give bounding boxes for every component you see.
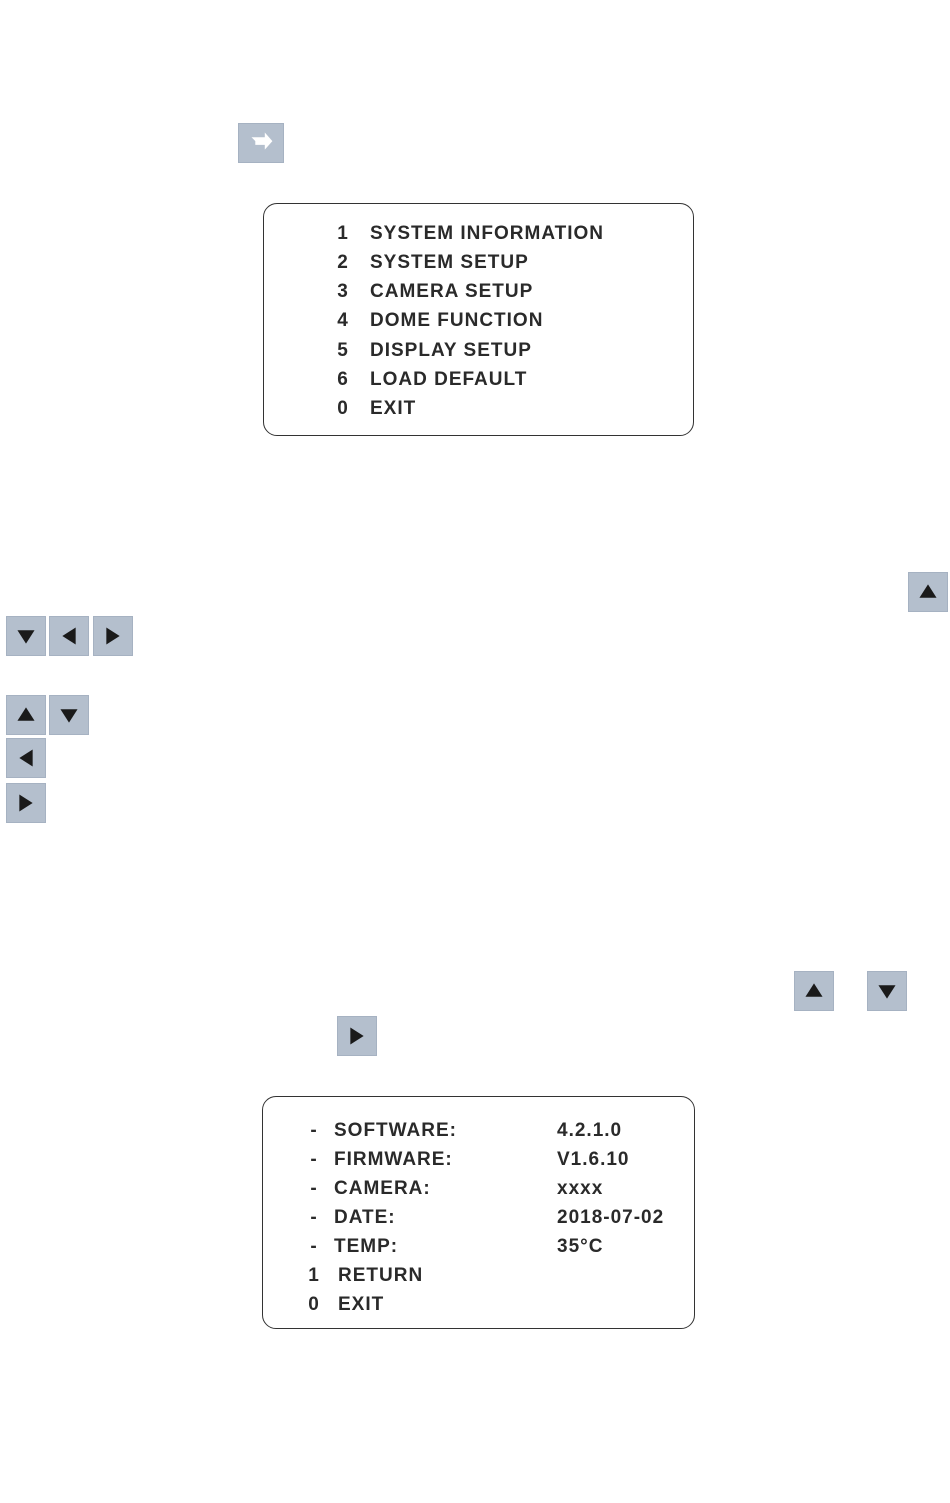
info-row-value: 2018-07-02 xyxy=(557,1207,665,1228)
down-key[interactable] xyxy=(867,971,907,1011)
up-arrow-icon xyxy=(909,573,947,611)
info-row-value: xxxx xyxy=(557,1178,604,1199)
menu-item-label: DISPLAY SETUP xyxy=(370,340,532,361)
right-key[interactable] xyxy=(93,616,133,656)
info-row-value: V1.6.10 xyxy=(557,1149,630,1170)
right-key[interactable] xyxy=(6,783,46,823)
menu-item-number: 2 xyxy=(337,252,349,273)
up-key[interactable] xyxy=(794,971,834,1011)
info-row-label: SOFTWARE: xyxy=(334,1120,457,1141)
left-key[interactable] xyxy=(49,616,89,656)
menu-item-label: CAMERA SETUP xyxy=(370,281,534,302)
info-row-dash: - xyxy=(310,1207,318,1228)
right-key[interactable] xyxy=(337,1016,377,1056)
info-action-label: EXIT xyxy=(338,1294,385,1315)
info-row-label: CAMERA: xyxy=(334,1178,431,1199)
menu-item-number: 1 xyxy=(337,223,349,244)
info-row-label: DATE: xyxy=(334,1207,396,1228)
left-key[interactable] xyxy=(6,738,46,778)
right-arrow-icon xyxy=(94,617,132,655)
down-arrow-icon xyxy=(868,972,906,1010)
menu-item-number: 4 xyxy=(337,310,349,331)
menu-item-number: 5 xyxy=(337,340,349,361)
info-row-label: FIRMWARE: xyxy=(334,1149,453,1170)
info-row-value: 35°C xyxy=(557,1236,604,1257)
info-action-number: 1 xyxy=(308,1265,320,1286)
menu-item-number: 6 xyxy=(337,369,349,390)
info-row-value: 4.2.1.0 xyxy=(557,1120,623,1141)
menu-item-label: DOME FUNCTION xyxy=(370,310,544,331)
info-row-dash: - xyxy=(310,1149,318,1170)
menu-item-number: 3 xyxy=(337,281,349,302)
menu-item-label: LOAD DEFAULT xyxy=(370,369,528,390)
down-arrow-icon xyxy=(7,617,45,655)
enter-arrow-icon xyxy=(239,124,283,162)
down-key[interactable] xyxy=(49,695,89,735)
enter-key[interactable] xyxy=(238,123,284,163)
down-key[interactable] xyxy=(6,616,46,656)
menu-item-label: EXIT xyxy=(370,398,417,419)
menu-item-number: 0 xyxy=(337,398,349,419)
up-key[interactable] xyxy=(908,572,948,612)
info-row-dash: - xyxy=(310,1236,318,1257)
system-information-box xyxy=(262,1096,695,1329)
up-arrow-icon xyxy=(7,696,45,734)
left-arrow-icon xyxy=(50,617,88,655)
info-row-dash: - xyxy=(310,1178,318,1199)
menu-item-label: SYSTEM INFORMATION xyxy=(370,223,605,244)
up-key[interactable] xyxy=(6,695,46,735)
info-row-label: TEMP: xyxy=(334,1236,399,1257)
main-menu-box xyxy=(263,203,694,436)
right-arrow-icon xyxy=(338,1017,376,1055)
info-action-number: 0 xyxy=(308,1294,320,1315)
info-action-label: RETURN xyxy=(338,1265,424,1286)
right-arrow-icon xyxy=(7,784,45,822)
left-arrow-icon xyxy=(7,739,45,777)
info-row-dash: - xyxy=(310,1120,318,1141)
menu-item-label: SYSTEM SETUP xyxy=(370,252,529,273)
down-arrow-icon xyxy=(50,696,88,734)
up-arrow-icon xyxy=(795,972,833,1010)
